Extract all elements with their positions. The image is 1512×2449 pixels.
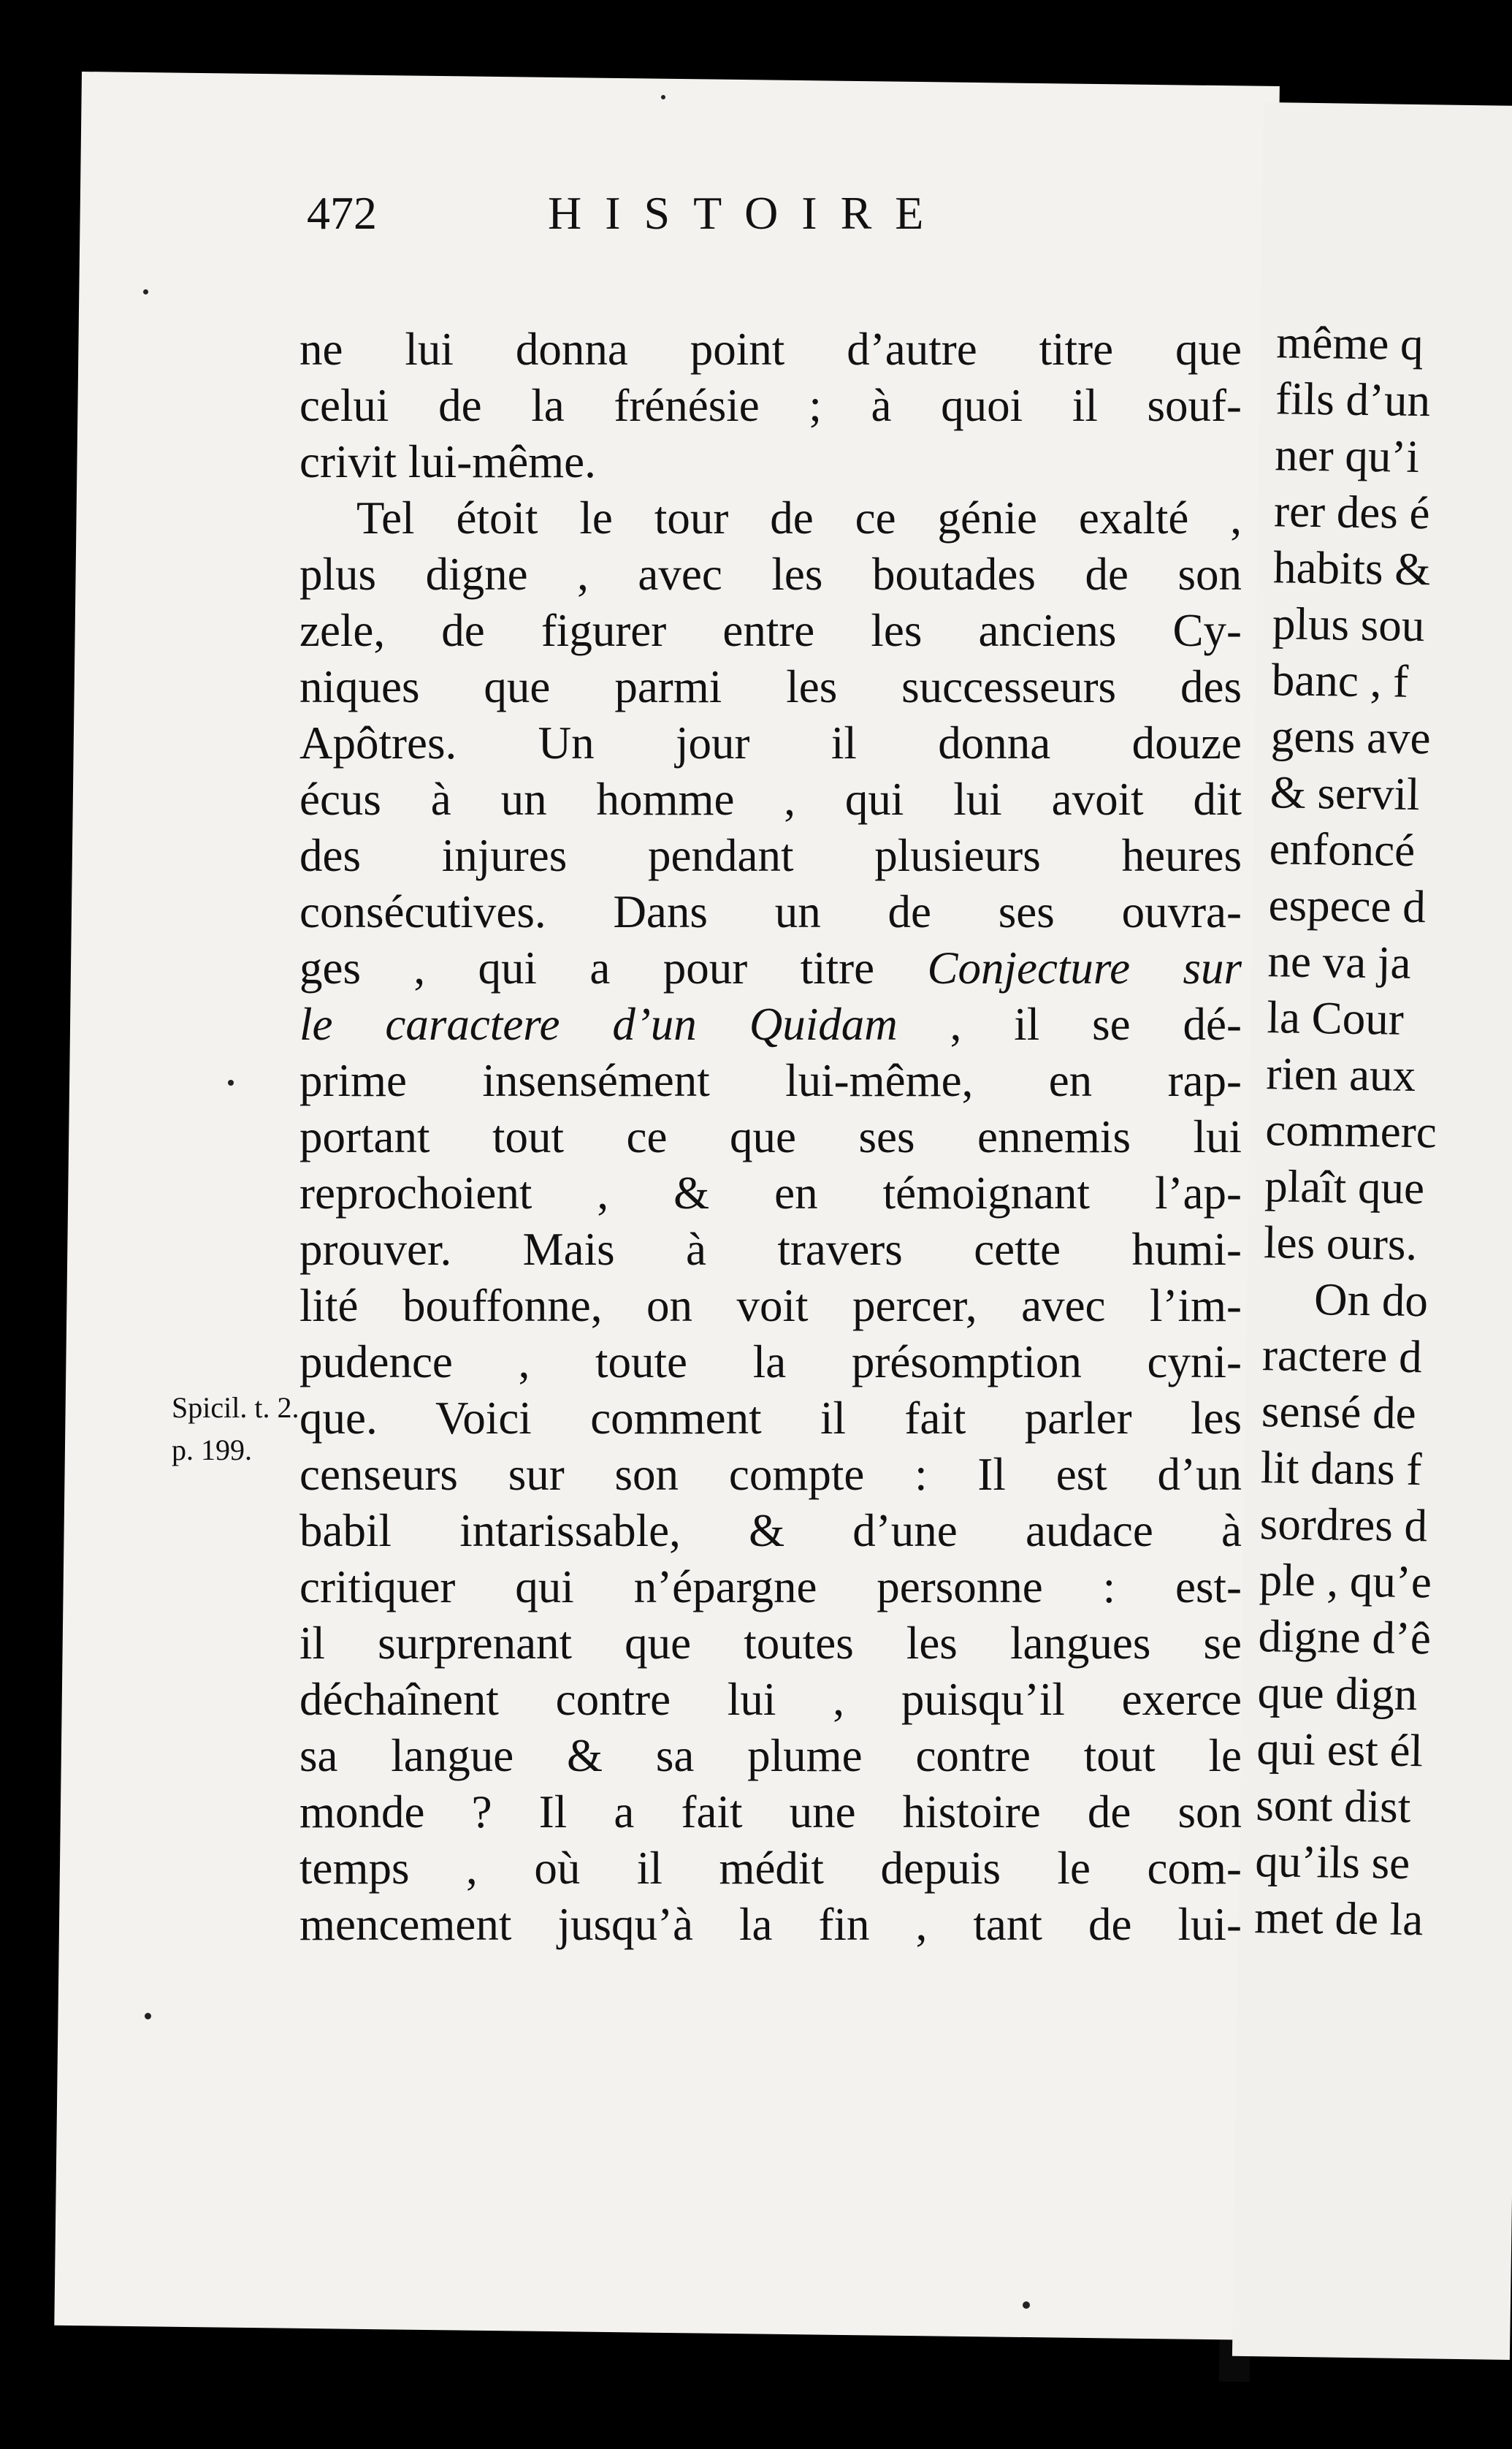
page-number: 472 [307,187,377,239]
right-line: & servil [1269,766,1421,820]
right-line: habits & [1272,541,1431,595]
right-line: met de la [1253,1892,1424,1946]
margin-note [172,1387,354,1471]
right-line: plus sou [1272,598,1425,652]
text-line: des injures pendant plusieurs heures [299,830,1242,881]
text-line: temps , où il médit depuis le com- [299,1843,1242,1894]
text-line: plus digne , avec les boutades de son [299,549,1242,600]
text-line: déchaînent contre lui , puisqu’il exerce [299,1674,1242,1725]
text-line: Apôtres. Un jour il donna douze [299,717,1242,769]
text-fragment: ges , qui a pour titre [299,942,875,994]
right-line: commerc [1264,1104,1437,1158]
right-line: sordres d [1259,1498,1428,1552]
right-line: même q [1275,316,1424,370]
text-line: zele, de figurer entre les anciens Cy- [299,605,1242,656]
right-line: qu’ils se [1254,1835,1410,1889]
text-line: monde ? Il a fait une histoire de son [299,1786,1242,1837]
right-line: les ours. [1263,1216,1418,1271]
italic-title-continued: le caractere d’un Quidam [299,999,898,1050]
right-line: On do [1313,1273,1429,1327]
right-line: rer des é [1273,485,1431,539]
text-line: prouver. Mais à travers cette humi- [299,1224,1242,1275]
ink-speck [143,289,148,294]
text-line: sa langue & sa plume contre tout le [299,1730,1242,1781]
text-line: prime insensément lui-même, en rap- [299,1055,1242,1106]
text-line: que. Voici comment il fait parler les [299,1393,1242,1444]
right-line: plaît que [1264,1160,1425,1214]
text-line: censeurs sur son compte : Il est d’un [299,1449,1242,1500]
text-line: consécutives. Dans un de ses ouvra- [299,886,1242,937]
right-page-text [1254,314,1449,1948]
text-line [299,940,1242,997]
ink-speck [228,1080,234,1086]
right-line: gens ave [1270,710,1432,764]
right-line: ple , qu’e [1259,1554,1432,1608]
text-line: critiquer qui n’épargne personne : est- [299,1561,1242,1612]
margin-note-line: p. 199. [172,1433,252,1466]
text-line [299,997,1242,1053]
right-line: enfoncé [1269,823,1416,876]
right-line: digne d’ê [1258,1610,1432,1664]
right-line: ner qu’i [1274,429,1420,483]
right-page [1232,102,1512,2360]
text-line: portant tout ce que ses ennemis lui [299,1111,1242,1162]
page-header [307,186,1220,267]
right-line: qui est él [1256,1723,1424,1777]
right-line: espece d [1268,879,1427,933]
right-line: que dign [1257,1667,1418,1721]
right-line: sont dist [1255,1779,1411,1833]
right-line: ractere d [1261,1329,1423,1383]
right-line: fils d’un [1275,373,1431,427]
right-line: rien aux [1265,1048,1416,1102]
running-title: HISTOIRE [548,187,947,239]
text-line: crivit lui-même. [299,436,596,487]
right-line: la Cour [1267,991,1405,1045]
right-line: lit dans f [1260,1441,1422,1496]
text-line: lité bouffonne, on voit percer, avec l’im- [299,1280,1242,1331]
main-text [299,321,1242,1953]
text-line: pudence , toute la présomption cyni- [299,1336,1242,1387]
text-line: reprochoient , & en témoignant l’ap- [299,1168,1242,1219]
text-line: écus à un homme , qui lui avoit dit [299,774,1242,825]
right-line: banc , f [1271,654,1409,707]
text-line: niques que parmi les successeurs des [299,661,1242,712]
text-line: babil intarissable, & d’une audace à [299,1505,1242,1556]
ink-speck [661,95,665,99]
text-line: il surprenant que toutes les langues se [299,1618,1242,1669]
ink-speck [145,2013,151,2019]
text-line: Tel étoit le tour de ce génie exalté , [356,492,1242,544]
text-line: ne lui donna point d’autre titre que [299,324,1242,375]
right-line: sensé de [1261,1385,1417,1439]
text-line: celui de la frénésie ; à quoi il souf- [299,380,1242,431]
ink-speck [1023,2301,1030,2309]
text-line: mencement jusqu’à la fin , tant de lui- [299,1899,1242,1950]
margin-note-line: Spicil. t. 2. [172,1391,299,1424]
text-fragment: , il se dé- [950,999,1242,1050]
italic-title: Conjecture sur [927,942,1242,994]
right-line: ne va ja [1267,935,1411,989]
